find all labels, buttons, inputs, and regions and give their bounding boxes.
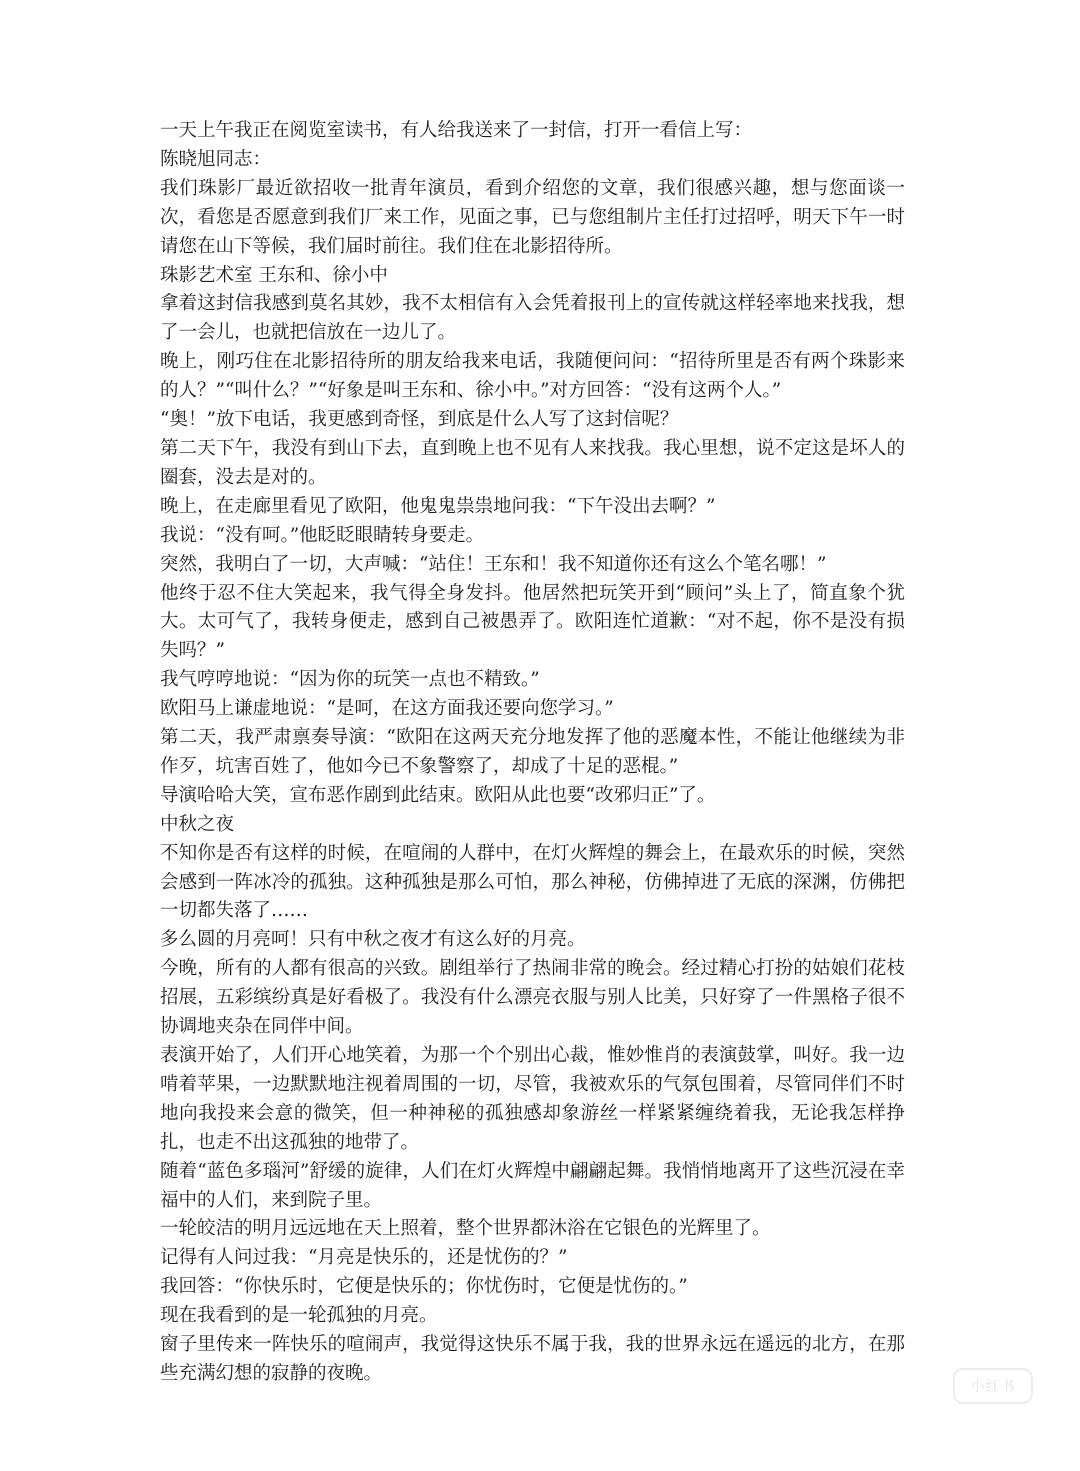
paragraph: 欧阳马上谦虚地说：“是呵，在这方面我还要向您学习。” xyxy=(160,698,614,720)
paragraph: 我回答：“你快乐时，它便是快乐的；你忧伤时，它便是忧伤的。” xyxy=(160,1276,688,1298)
paragraph: 窗子里传来一阵快乐的喧闹声，我觉得这快乐不属于我，我的世界永远在遥远的北方，在那些充满幻想的寂静的夜晚。 xyxy=(160,1334,905,1384)
paragraph: 不知你是否有这样的时候，在喧闹的人群中，在灯火辉煌的舞会上，在最欢乐的时候，突然会感到一阵冰冷的孤独。这种孤独是那么可怕，那么神秘，仿佛掉进了无底的深渊，仿佛把一切都失落了…… xyxy=(160,842,905,922)
section-heading: 中秋之夜 xyxy=(160,813,235,835)
paragraph: 第二天，我严肃禀奏导演：“欧阳在这两天充分地发挥了他的恶魔本性，不能让他继续为非作歹，坑害百姓了，他如今已不象警察了，却成了十足的恶棍。” xyxy=(160,727,905,777)
paragraph: 一轮皎洁的明月远远地在天上照着，整个世界都沐浴在它银色的光辉里了。 xyxy=(160,1218,771,1240)
paragraph: 晚上，在走廊里看见了欧阳，他鬼鬼祟祟地问我：“下午没出去啊？” xyxy=(160,495,716,517)
paragraph: 我说：“没有呵。”他眨眨眼睛转身要走。 xyxy=(160,524,485,546)
letter-signature: 珠影艺术室 王东和、徐小中 xyxy=(160,264,388,286)
paragraph: 多么圆的月亮呵！只有中秋之夜才有这么好的月亮。 xyxy=(160,929,586,951)
paragraph: 突然，我明白了一切，大声喊：“站住！王东和！我不知道你还有这么个笔名哪！” xyxy=(160,553,827,575)
paragraph: 我气哼哼地说：“因为你的玩笑一点也不精致。” xyxy=(160,669,540,691)
paragraph: 记得有人问过我：“月亮是快乐的，还是忧伤的？” xyxy=(160,1247,568,1269)
paragraph: 拿着这封信我感到莫名其妙，我不太相信有入会凭着报刊上的宣传就这样轻率地来找我，想了一会儿，也就把信放在一边儿了。 xyxy=(160,293,905,344)
letter-body: 我们珠影厂最近欲招收一批青年演员，看到介绍您的文章，我们很感兴趣，想与您面谈一次，看您是否愿意到我们厂来工作，见面之事，已与您组制片主任打过招呼，明天下午一时请您在山下等候，我们届时前往。我们住在北影招待所。 xyxy=(160,177,905,257)
paragraph: 现在我看到的是一轮孤独的月亮。 xyxy=(160,1305,438,1327)
paragraph: 今晚，所有的人都有很高的兴致。剧组举行了热闹非常的晚会。经过精心打扮的姑娘们花枝招展，五彩缤纷真是好看极了。我没有什么漂亮衣服与别人比美，只好穿了一件黑格子很不协调地夹杂在同伴中间。 xyxy=(160,958,905,1038)
paragraph: 导演哈哈大笑，宣布恶作剧到此结束。欧阳从此也要“改邪归正”了。 xyxy=(160,784,716,806)
watermark-logo xyxy=(953,1368,1033,1404)
paragraph: 晚上，刚巧住在北影招待所的朋友给我来电话，我随便问问：“招待所里是否有两个珠影来的人？”“叫什么？”“好象是叫王东和、徐小中。”对方回答：“没有这两个人。” xyxy=(160,351,905,402)
paragraph: “奥！”放下电话，我更感到奇怪，到底是什么人写了这封信呢？ xyxy=(160,409,679,431)
paragraph-intro: 一天上午我正在阅览室读书，有人给我送来了一封信，打开一看信上写： xyxy=(160,120,753,141)
paragraph: 第二天下午，我没有到山下去，直到晚上也不见有人来找我。我心里想，说不定这是坏人的圈套，没去是对的。 xyxy=(160,437,905,488)
paragraph: 他终于忍不住大笑起来，我气得全身发抖。他居然把玩笑开到“顾问”头上了，简直象个犹大。太可气了，我转身便走，感到自己被愚弄了。欧阳连忙道歉：“对不起，你不是没有损失吗？” xyxy=(160,582,905,662)
paragraph: 表演开始了，人们开心地笑着，为那一个个别出心裁，惟妙惟肖的表演鼓掌，叫好。我一边啃着苹果，一边默默地注视着周围的一切，尽管，我被欢乐的气氛包围着，尽管同伴们不时地向我投来会意的微笑，但一种神秘的孤独感却象游丝一样紧紧缠绕着我，无论我怎样挣扎，也走不出这孤独的地带了。 xyxy=(160,1045,905,1153)
letter-salutation: 陈晓旭同志： xyxy=(160,148,272,170)
document-body xyxy=(160,117,905,1389)
watermark-text: 小红书 xyxy=(970,1379,1016,1395)
paragraph: 随着“蓝色多瑙河”舒缓的旋律，人们在灯火辉煌中翩翩起舞。我悄悄地离开了这些沉浸在幸福中的人们，来到院子里。 xyxy=(160,1160,905,1211)
